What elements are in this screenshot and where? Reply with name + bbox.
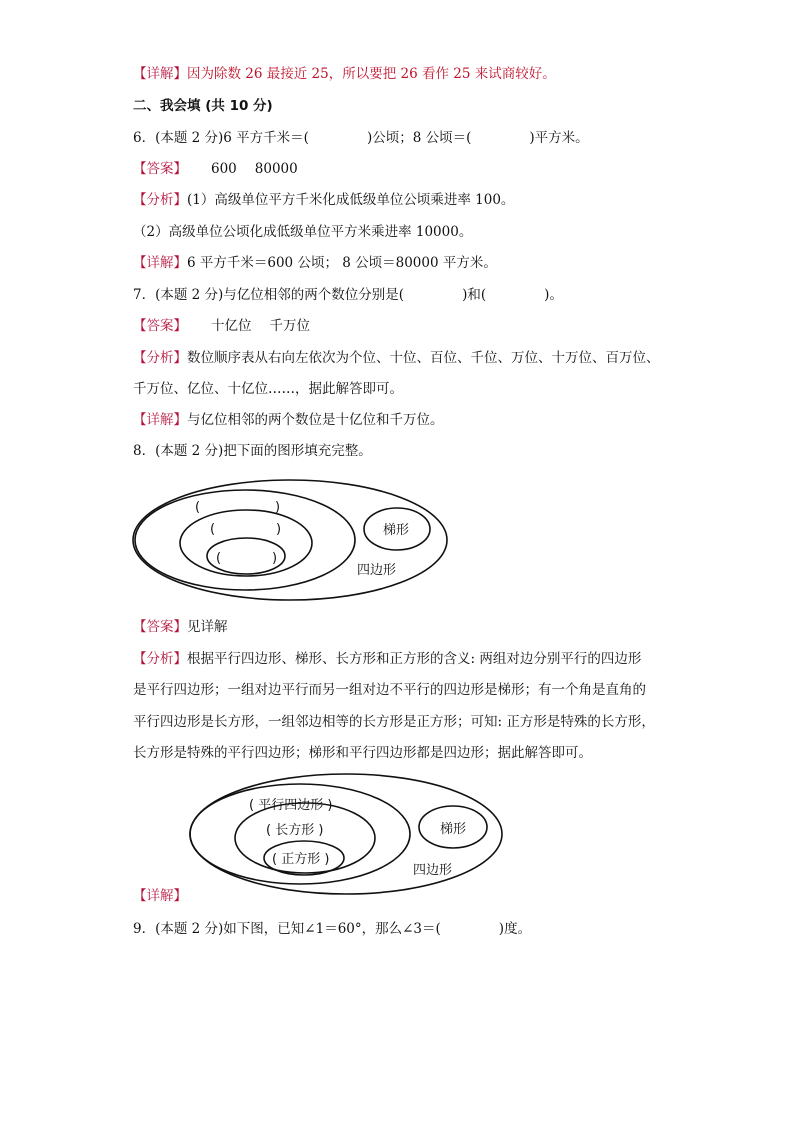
parallelogram-label: ( 平行四边形 ) [249, 798, 333, 813]
quadrilateral-label: 四边形 [357, 563, 397, 578]
q9-prefix: 9．(本题 2 分)如下图，已知∠1＝60°，那么∠3＝( [133, 921, 441, 937]
analysis-text: (1）高级单位平方千米化成低级单位公顷乘进率 100。 [187, 192, 515, 208]
analysis-tag: 【分析】 [133, 192, 187, 208]
detail-tag: 【详解】 [133, 255, 187, 271]
analysis-8-line-3: 平行四边形是长方形，一组邻边相等的长方形是正方形；可知: 正方形是特殊的长方形， [133, 714, 655, 730]
analysis-text: 根据平行四边形、梯形、长方形和正方形的含义: 两组对边分别平行的四边形 [187, 651, 642, 667]
answer-value-1: 600 [211, 161, 237, 177]
q7-suffix: )。 [544, 287, 563, 303]
rectangle-ellipse [180, 510, 312, 576]
q6-mid: )公顷；8 公顷＝( [366, 130, 472, 146]
analysis-text: 数位顺序表从右向左依次为个位、十位、百位、千位、万位、十万位、百万位、 [187, 350, 660, 366]
analysis-tag: 【分析】 [133, 651, 187, 667]
q9-suffix: )度。 [498, 921, 532, 937]
answer-tag: 【答案】 [133, 619, 187, 635]
section-title: 二、我会填 (共 10 分) [133, 98, 273, 114]
rectangle-label: ( 长方形 ) [266, 823, 324, 838]
analysis-8 [133, 649, 641, 669]
answer-text: 见详解 [187, 619, 228, 635]
detail-text: 因为除数 26 最接近 25，所以要把 26 看作 25 来试商较好。 [187, 66, 556, 82]
detail-text: 6 平方千米＝600 公顷； 8 公顷＝80000 平方米。 [187, 255, 497, 271]
blank-outer-open: ( [195, 500, 201, 515]
blank-mid-close: ) [276, 522, 282, 537]
blank-inner-close: ) [272, 551, 278, 566]
detail-8 [133, 886, 187, 906]
blank-mid-open: ( [210, 522, 216, 537]
analysis-6-line-2: （2）高级单位公顷化成低级单位平方米乘进率 10000。 [133, 224, 473, 240]
answer-tag: 【答案】 [133, 318, 187, 334]
trapezoid-label: 梯形 [383, 523, 410, 538]
blank-outer-close: ) [275, 500, 281, 515]
analysis-tag: 【分析】 [133, 350, 187, 366]
blank-inner-open: ( [216, 551, 222, 566]
square-label: ( 正方形 ) [272, 852, 330, 867]
question-9 [133, 919, 531, 939]
detail-text: 与亿位相邻的两个数位是十亿位和千万位。 [187, 412, 444, 428]
detail-tag: 【详解】 [133, 66, 187, 82]
parallelogram-ellipse [135, 490, 355, 590]
analysis-8-line-4: 长方形是特殊的平行四边形；梯形和平行四边形都是四边形；据此解答即可。 [133, 745, 592, 761]
detail-tag: 【详解】 [133, 412, 187, 428]
answer-8 [133, 617, 228, 637]
answer-tag: 【答案】 [133, 161, 187, 177]
trapezoid-label-2: 梯形 [440, 822, 467, 837]
answer-value-1: 十亿位 [211, 318, 252, 334]
analysis-8-line-2: 是平行四边形；一组对边平行而另一组对边不平行的四边形是梯形；有一个角是直角的 [133, 682, 646, 698]
q7-prefix: 7．(本题 2 分)与亿位相邻的两个数位分别是( [133, 287, 405, 303]
detail-tag: 【详解】 [133, 888, 187, 904]
answer-value-2: 千万位 [269, 318, 310, 334]
q6-prefix: 6．(本题 2 分)6 平方千米＝( [133, 130, 309, 146]
q7-mid: )和( [462, 287, 487, 303]
q6-suffix: )平方米。 [529, 130, 589, 146]
question-8: 8．(本题 2 分)把下面的图形填充完整。 [133, 443, 372, 459]
quadrilateral-label-2: 四边形 [413, 863, 453, 878]
answer-value-2: 80000 [254, 161, 298, 177]
analysis-7-line-2: 千万位、亿位、十亿位……，据此解答即可。 [133, 381, 403, 397]
